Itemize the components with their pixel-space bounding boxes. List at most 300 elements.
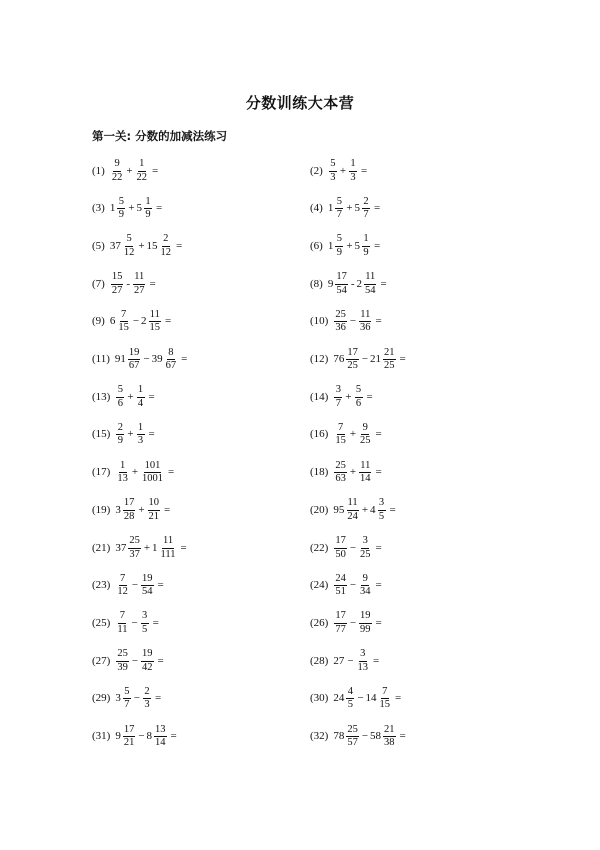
second-term-fraction xyxy=(141,574,154,598)
first-term-whole: 37 xyxy=(109,239,121,252)
first-term-fraction xyxy=(111,159,124,183)
first-term-fraction xyxy=(116,461,129,485)
first-term-fraction xyxy=(329,159,337,183)
equals-sign: = xyxy=(157,654,164,667)
denominator: 3 xyxy=(350,171,356,183)
operator: + xyxy=(127,390,134,403)
equals-sign: = xyxy=(148,390,155,403)
numerator: 9 xyxy=(361,423,369,436)
first-term-fraction xyxy=(334,310,347,334)
operator: + xyxy=(349,466,357,479)
first-term-fraction xyxy=(123,687,131,711)
second-term-fraction xyxy=(359,461,372,485)
second-term-fraction xyxy=(141,611,149,635)
second-term-fraction xyxy=(144,197,152,221)
equals-sign: = xyxy=(180,541,187,554)
numerator: 11 xyxy=(162,536,174,549)
problem-item xyxy=(92,574,164,598)
problem-item xyxy=(310,197,380,221)
equals-sign: = xyxy=(170,730,177,742)
numerator: 17 xyxy=(334,536,347,549)
problem-item xyxy=(310,574,382,598)
operator: − xyxy=(133,692,141,705)
problem-number: (22) xyxy=(310,541,329,554)
numerator: 2 xyxy=(162,234,170,247)
problem-number: (13) xyxy=(92,390,111,403)
numerator: 5 xyxy=(116,385,124,398)
operator: − xyxy=(131,654,139,667)
equals-sign: = xyxy=(361,164,368,177)
operator: + xyxy=(346,202,353,215)
numerator: 5 xyxy=(123,687,131,700)
problem-number: (16) xyxy=(310,428,329,441)
denominator: 25 xyxy=(384,360,395,371)
first-term-fraction xyxy=(117,197,125,221)
denominator: 27 xyxy=(134,284,145,296)
second-term-fraction xyxy=(359,536,372,560)
problem-number: (4) xyxy=(310,202,323,215)
denominator: 6 xyxy=(355,397,362,409)
first-term-fraction xyxy=(335,197,343,221)
problem-number: (10) xyxy=(310,315,329,328)
second-term-fraction xyxy=(165,348,178,372)
numerator: 5 xyxy=(355,385,363,398)
problem-number: (27) xyxy=(92,654,111,667)
numerator: 101 xyxy=(144,461,162,474)
problem-item xyxy=(92,687,161,711)
denominator: 50 xyxy=(335,548,346,560)
first-term-whole: 9 xyxy=(115,730,121,742)
first-term-whole: 37 xyxy=(115,541,127,554)
equals-sign: = xyxy=(399,730,406,742)
numerator: 11 xyxy=(347,498,359,511)
numerator: 25 xyxy=(128,536,141,549)
numerator: 3 xyxy=(378,498,386,511)
numerator: 2 xyxy=(143,687,151,700)
denominator: 15 xyxy=(118,322,129,334)
numerator: 11 xyxy=(364,272,376,285)
first-term-whole: 24 xyxy=(333,692,345,705)
numerator: 3 xyxy=(334,385,342,398)
numerator: 19 xyxy=(359,611,372,624)
first-term-fraction xyxy=(334,385,342,409)
denominator: 39 xyxy=(117,661,128,673)
operator: − xyxy=(349,579,357,592)
problem-number: (7) xyxy=(92,277,105,290)
numerator: 11 xyxy=(133,272,145,285)
numerator: 2 xyxy=(362,197,370,210)
denominator: 28 xyxy=(123,510,135,522)
denominator: 22 xyxy=(136,171,148,183)
denominator: 67 xyxy=(165,360,177,371)
second-term-whole: 2 xyxy=(141,315,147,328)
equals-sign: = xyxy=(375,315,382,328)
second-term-fraction xyxy=(160,234,173,258)
numerator: 17 xyxy=(335,272,348,285)
numerator: 25 xyxy=(334,461,347,474)
equals-sign: = xyxy=(399,353,406,365)
problem-item xyxy=(310,272,387,296)
second-term-fraction xyxy=(359,423,372,447)
first-term-whole: 91 xyxy=(114,353,126,365)
operator: + xyxy=(131,466,139,479)
numerator: 1 xyxy=(144,197,152,210)
numerator: 8 xyxy=(167,348,175,361)
numerator: 3 xyxy=(141,611,149,624)
problem-number: (30) xyxy=(310,692,329,705)
second-term-fraction xyxy=(137,423,145,447)
equals-sign: = xyxy=(152,616,159,629)
operator: + xyxy=(349,428,357,441)
second-term-fraction xyxy=(359,310,372,334)
operator: + xyxy=(346,239,353,252)
second-term-fraction xyxy=(136,159,149,183)
numerator: 5 xyxy=(117,197,125,210)
denominator: 9 xyxy=(145,209,151,221)
equals-sign: = xyxy=(366,390,373,403)
denominator: 7 xyxy=(335,397,341,409)
numerator: 17 xyxy=(346,348,359,361)
second-term-fraction xyxy=(148,498,161,522)
denominator: 12 xyxy=(123,246,135,258)
first-term-fraction xyxy=(334,461,347,485)
second-term-whole: 4 xyxy=(370,503,376,516)
second-term-whole: 14 xyxy=(365,692,377,705)
equals-sign: = xyxy=(375,616,382,629)
first-term-fraction xyxy=(346,498,359,522)
operator: + xyxy=(361,503,369,516)
problem-item xyxy=(310,159,367,183)
operator: + xyxy=(143,541,151,554)
operator: − xyxy=(132,315,140,328)
operator: − xyxy=(349,315,357,328)
problem-item xyxy=(92,197,162,221)
operator: + xyxy=(138,239,145,252)
first-term-whole: 3 xyxy=(115,692,121,705)
first-term-fraction xyxy=(128,536,141,560)
problem-item xyxy=(310,423,382,447)
problem-item xyxy=(310,611,382,635)
problem-number: (29) xyxy=(92,692,111,705)
equals-sign: = xyxy=(374,202,381,215)
denominator: 27 xyxy=(111,284,123,296)
first-term-fraction xyxy=(346,687,354,711)
problem-item xyxy=(310,725,406,749)
numerator: 17 xyxy=(123,725,136,738)
denominator: 54 xyxy=(336,284,347,296)
problem-item xyxy=(92,498,170,522)
first-term-fraction xyxy=(123,498,136,522)
operator: − xyxy=(349,616,357,629)
denominator: 99 xyxy=(360,623,371,635)
second-term-fraction xyxy=(154,725,167,749)
second-term-fraction xyxy=(383,348,396,372)
operator: − xyxy=(347,654,354,667)
second-term-fraction xyxy=(362,197,370,221)
numerator: 11 xyxy=(359,310,371,323)
equals-sign: = xyxy=(164,503,171,516)
denominator: 57 xyxy=(347,737,358,748)
denominator: 7 xyxy=(124,699,130,711)
denominator: 15 xyxy=(149,322,161,334)
equals-sign: = xyxy=(148,428,155,441)
denominator: 54 xyxy=(142,586,153,598)
problem-number: (23) xyxy=(92,579,111,592)
problem-item xyxy=(310,310,382,334)
numerator: 5 xyxy=(329,159,337,172)
first-term-whole: 78 xyxy=(333,730,345,742)
problem-number: (15) xyxy=(92,428,111,441)
equals-sign: = xyxy=(374,239,381,252)
denominator: 5 xyxy=(347,699,353,711)
numerator: 19 xyxy=(128,348,141,361)
first-term-fraction xyxy=(346,348,359,372)
numerator: 11 xyxy=(359,461,371,474)
denominator: 14 xyxy=(360,473,371,485)
first-term-fraction xyxy=(117,310,130,334)
denominator: 21 xyxy=(123,737,135,748)
denominator: 12 xyxy=(160,246,172,258)
numerator: 2 xyxy=(116,423,124,436)
section-heading: 第一关: 分数的加减法练习 xyxy=(92,129,228,143)
first-term-fraction xyxy=(334,611,347,635)
second-term-fraction xyxy=(149,310,162,334)
problem-number: (28) xyxy=(310,654,329,667)
second-term-whole: 5 xyxy=(136,202,143,215)
problem-number: (1) xyxy=(92,164,105,177)
denominator: 12 xyxy=(117,586,128,598)
operator: + xyxy=(126,164,133,177)
first-term-fraction xyxy=(123,234,136,258)
problem-number: (20) xyxy=(310,503,329,516)
numerator: 21 xyxy=(383,725,396,738)
numerator: 5 xyxy=(335,234,343,247)
first-term-whole: 95 xyxy=(333,503,345,516)
denominator: 5 xyxy=(142,623,148,635)
denominator: 111 xyxy=(160,548,176,560)
first-term-whole: 1 xyxy=(327,202,334,215)
problem-item xyxy=(92,348,187,372)
denominator: 25 xyxy=(360,548,371,560)
first-term-whole: 3 xyxy=(115,503,121,516)
numerator: 7 xyxy=(381,687,389,700)
denominator: 13 xyxy=(117,473,128,485)
problem-item xyxy=(92,725,177,749)
numerator: 1 xyxy=(362,234,370,247)
second-term-whole: 1 xyxy=(152,541,158,554)
first-term-whole: 76 xyxy=(333,353,345,365)
numerator: 25 xyxy=(116,649,129,662)
second-term-fraction xyxy=(160,536,177,560)
denominator: 6 xyxy=(117,397,123,409)
operator: − xyxy=(131,616,138,629)
denominator: 21 xyxy=(148,510,160,522)
operator: − xyxy=(138,730,145,742)
problem-number: (21) xyxy=(92,541,111,554)
numerator: 5 xyxy=(335,197,343,210)
equals-sign: = xyxy=(156,202,163,215)
second-term-fraction xyxy=(355,385,363,409)
numerator: 3 xyxy=(361,536,369,549)
problem-item xyxy=(310,498,396,522)
denominator: 1001 xyxy=(142,473,164,485)
denominator: 3 xyxy=(330,171,336,183)
numerator: 1 xyxy=(349,159,357,172)
numerator: 3 xyxy=(359,649,367,662)
denominator: 67 xyxy=(128,360,140,371)
second-term-fraction xyxy=(359,574,372,598)
operator: − xyxy=(143,353,150,365)
equals-sign: = xyxy=(152,164,159,177)
numerator: 19 xyxy=(141,574,154,587)
equals-sign: = xyxy=(375,428,382,441)
problem-number: (32) xyxy=(310,730,329,742)
operator: − xyxy=(131,579,139,592)
problem-number: (5) xyxy=(92,239,105,252)
second-term-fraction xyxy=(362,234,370,258)
problem-item xyxy=(310,234,380,258)
denominator: 63 xyxy=(335,473,346,485)
operator: + xyxy=(138,503,145,516)
second-term-whole: 5 xyxy=(354,239,361,252)
denominator: 13 xyxy=(357,661,369,673)
denominator: 9 xyxy=(363,246,369,258)
problem-item xyxy=(92,461,174,485)
operator: - xyxy=(126,277,130,290)
numerator: 17 xyxy=(334,611,347,624)
equals-sign: = xyxy=(375,466,382,479)
second-term-whole: 21 xyxy=(370,353,382,365)
problem-number: (3) xyxy=(92,202,105,215)
second-term-fraction xyxy=(379,687,392,711)
problem-item xyxy=(92,234,182,258)
numerator: 7 xyxy=(120,310,128,323)
problem-item xyxy=(92,423,155,447)
numerator: 7 xyxy=(119,574,127,587)
denominator: 3 xyxy=(137,435,144,447)
numerator: 25 xyxy=(346,725,359,738)
second-term-whole: 58 xyxy=(370,730,382,742)
first-term-whole: 9 xyxy=(327,277,334,290)
problem-item xyxy=(310,649,379,673)
denominator: 15 xyxy=(335,435,346,447)
problem-number: (6) xyxy=(310,239,323,252)
denominator: 22 xyxy=(111,171,123,183)
numerator: 11 xyxy=(149,310,161,323)
numerator: 7 xyxy=(118,611,126,624)
denominator: 54 xyxy=(365,284,376,296)
problem-number: (31) xyxy=(92,730,111,742)
equals-sign: = xyxy=(168,466,175,479)
problem-item xyxy=(310,687,401,711)
problem-item xyxy=(92,310,171,334)
denominator: 9 xyxy=(117,435,123,447)
denominator: 25 xyxy=(347,360,358,371)
denominator: 42 xyxy=(142,661,153,673)
first-term-fraction xyxy=(335,234,343,258)
problem-item xyxy=(310,385,373,409)
problem-number: (25) xyxy=(92,616,111,629)
denominator: 36 xyxy=(360,322,371,334)
denominator: 7 xyxy=(363,209,369,221)
first-term-fraction xyxy=(334,423,347,447)
problem-item xyxy=(92,385,155,409)
first-term-fraction xyxy=(123,725,136,749)
numerator: 24 xyxy=(334,574,347,587)
denominator: 4 xyxy=(137,397,144,409)
equals-sign: = xyxy=(389,503,396,516)
equals-sign: = xyxy=(149,277,156,290)
first-term-fraction xyxy=(116,649,129,673)
equals-sign: = xyxy=(165,315,172,328)
problem-item xyxy=(310,348,406,372)
numerator: 1 xyxy=(138,159,146,172)
denominator: 77 xyxy=(335,623,346,635)
numerator: 15 xyxy=(111,272,124,285)
operator: − xyxy=(357,692,364,705)
second-term-fraction xyxy=(383,725,396,749)
denominator: 3 xyxy=(144,699,150,711)
second-term-whole: 2 xyxy=(356,277,362,290)
first-term-whole: 1 xyxy=(327,239,334,252)
problem-item xyxy=(92,649,164,673)
first-term-fraction xyxy=(128,348,141,372)
problem-item xyxy=(92,536,187,560)
numerator: 7 xyxy=(337,423,345,436)
denominator: 9 xyxy=(336,246,342,258)
denominator: 37 xyxy=(129,548,140,560)
numerator: 4 xyxy=(346,687,354,700)
numerator: 13 xyxy=(154,725,167,738)
denominator: 38 xyxy=(384,737,395,748)
second-term-fraction xyxy=(378,498,386,522)
problem-number: (17) xyxy=(92,466,111,479)
equals-sign: = xyxy=(157,579,164,592)
second-term-whole: 5 xyxy=(354,202,361,215)
numerator: 9 xyxy=(113,159,121,172)
operator: + xyxy=(128,202,135,215)
operator: + xyxy=(127,428,134,441)
second-term-fraction xyxy=(143,687,151,711)
numerator: 5 xyxy=(125,234,133,247)
operator: + xyxy=(339,164,347,177)
first-term-fraction xyxy=(334,536,347,560)
numerator: 17 xyxy=(123,498,136,511)
first-term-fraction xyxy=(116,611,128,635)
denominator: 5 xyxy=(378,510,385,522)
problem-number: (14) xyxy=(310,390,329,403)
first-term-whole: 1 xyxy=(109,202,116,215)
first-term-fraction xyxy=(116,385,124,409)
problem-number: (24) xyxy=(310,579,329,592)
denominator: 34 xyxy=(360,586,371,598)
second-term-fraction xyxy=(141,649,154,673)
problem-number: (19) xyxy=(92,503,111,516)
first-term-fraction xyxy=(111,272,124,296)
numerator: 9 xyxy=(361,574,369,587)
problem-item xyxy=(310,461,382,485)
problem-item xyxy=(92,159,158,183)
first-term-whole: 27 xyxy=(333,654,345,667)
operator: + xyxy=(345,390,352,403)
denominator: 24 xyxy=(347,510,358,522)
denominator: 7 xyxy=(336,209,342,221)
second-term-whole: 15 xyxy=(146,239,158,252)
first-term-fraction xyxy=(116,423,124,447)
first-term-fraction xyxy=(116,574,129,598)
problem-item xyxy=(310,536,382,560)
first-term-fraction xyxy=(334,574,347,598)
